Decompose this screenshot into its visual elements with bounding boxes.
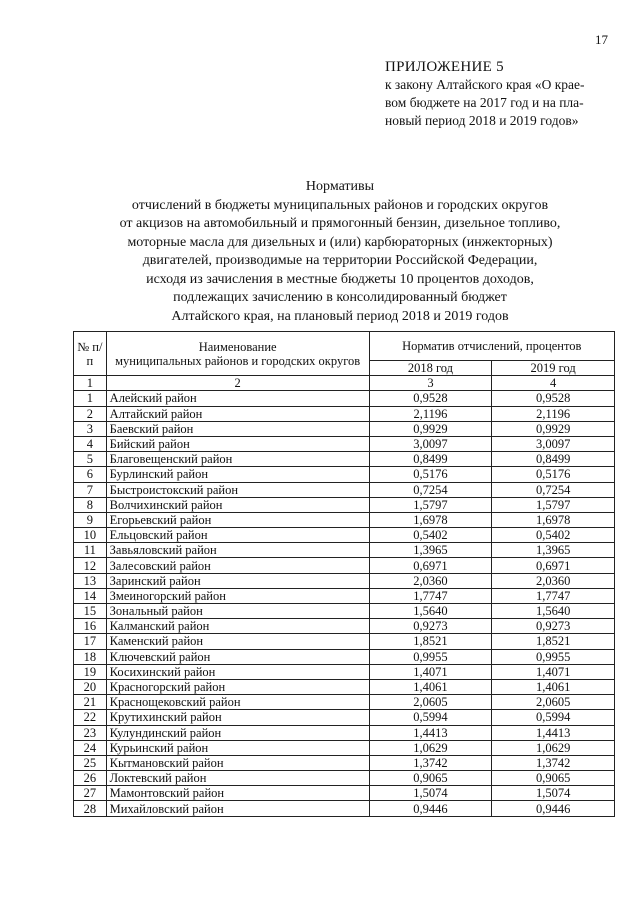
value-2019: 1,3965 (492, 543, 615, 558)
row-number: 13 (74, 573, 107, 588)
appendix-title: ПРИЛОЖЕНИЕ 5 (385, 59, 504, 75)
row-number: 25 (74, 755, 107, 770)
row-number: 5 (74, 452, 107, 467)
heading-line: исходя из зачисления в местные бюджеты 10 процентов доходов, (146, 271, 534, 287)
row-number: 3 (74, 421, 107, 436)
district-name: Зональный район (106, 604, 369, 619)
header-year-2019: 2019 год (492, 361, 615, 376)
district-name: Мамонтовский район (106, 786, 369, 801)
value-2019: 1,4071 (492, 664, 615, 679)
table-row (74, 573, 615, 588)
district-name: Крутихинский район (106, 710, 369, 725)
row-number: 1 (74, 391, 107, 406)
header-name-line2: муниципальных районов и городских округов (115, 353, 361, 368)
heading-line: Алтайского края, на плановый период 2018 и 2019 годов (171, 308, 509, 324)
value-2018: 1,3742 (369, 755, 492, 770)
value-2019: 0,6971 (492, 558, 615, 573)
district-name: Бийский район (106, 436, 369, 451)
value-2018: 0,9929 (369, 421, 492, 436)
district-name: Кытмановский район (106, 755, 369, 770)
table-row (74, 634, 615, 649)
value-2019: 3,0097 (492, 436, 615, 451)
table-row (74, 406, 615, 421)
district-name: Кулундинский район (106, 725, 369, 740)
table-row (74, 786, 615, 801)
value-2019: 0,5176 (492, 467, 615, 482)
value-2018: 1,4413 (369, 725, 492, 740)
row-number: 10 (74, 528, 107, 543)
value-2018: 0,5994 (369, 710, 492, 725)
table-row (74, 679, 615, 694)
value-2018: 1,7747 (369, 588, 492, 603)
value-2019: 1,5640 (492, 604, 615, 619)
table-row (74, 482, 615, 497)
header-year-2018: 2018 год (369, 361, 492, 376)
value-2018: 1,6978 (369, 512, 492, 527)
value-2019: 0,9955 (492, 649, 615, 664)
heading-line: подлежащих зачислению в консолидированный бюджет (173, 290, 507, 305)
row-number: 17 (74, 634, 107, 649)
value-2018: 0,7254 (369, 482, 492, 497)
table-row (74, 543, 615, 558)
district-name: Красногорский район (106, 679, 369, 694)
district-name: Косихинский район (106, 664, 369, 679)
table-row (74, 421, 615, 436)
value-2018: 1,5074 (369, 786, 492, 801)
row-number: 11 (74, 543, 107, 558)
value-2018: 2,0360 (369, 573, 492, 588)
table-row (74, 436, 615, 451)
district-name: Алтайский район (106, 406, 369, 421)
value-2019: 2,0360 (492, 573, 615, 588)
district-name: Заринский район (106, 573, 369, 588)
header-num: № п/п (74, 332, 107, 376)
row-number: 20 (74, 679, 107, 694)
header-norm-group: Норматив отчислений, процентов (369, 332, 614, 361)
heading-title: Нормативы (305, 179, 375, 194)
value-2018: 0,5402 (369, 528, 492, 543)
district-name: Волчихинский район (106, 497, 369, 512)
table-row (74, 664, 615, 679)
value-2019: 1,6978 (492, 512, 615, 527)
value-2019: 0,7254 (492, 482, 615, 497)
value-2019: 0,5402 (492, 528, 615, 543)
row-number: 7 (74, 482, 107, 497)
row-number: 23 (74, 725, 107, 740)
value-2019: 0,8499 (492, 452, 615, 467)
row-number: 21 (74, 695, 107, 710)
value-2019: 2,0605 (492, 695, 615, 710)
row-number: 8 (74, 497, 107, 512)
district-name: Благовещенский район (106, 452, 369, 467)
value-2018: 1,4071 (369, 664, 492, 679)
appendix-line: новый период 2018 и 2019 годов» (385, 113, 579, 128)
table-row (74, 528, 615, 543)
value-2018: 1,5640 (369, 604, 492, 619)
colnum-1: 1 (74, 376, 107, 391)
district-name: Баевский район (106, 421, 369, 436)
value-2019: 0,9446 (492, 801, 615, 816)
district-name: Краснощековский район (106, 695, 369, 710)
value-2018: 1,0629 (369, 740, 492, 755)
district-name: Алейский район (106, 391, 369, 406)
district-name: Егорьевский район (106, 512, 369, 527)
norms-table (73, 331, 615, 817)
row-number: 27 (74, 786, 107, 801)
value-2018: 1,5797 (369, 497, 492, 512)
table-row (74, 391, 615, 406)
value-2018: 0,6971 (369, 558, 492, 573)
header-name-line1: Наименование (198, 339, 277, 354)
row-number: 16 (74, 619, 107, 634)
row-number: 14 (74, 588, 107, 603)
table-row (74, 467, 615, 482)
appendix-line: вом бюджете на 2017 год и на пла- (385, 95, 584, 110)
value-2019: 0,9273 (492, 619, 615, 634)
row-number: 4 (74, 436, 107, 451)
value-2019: 1,5074 (492, 786, 615, 801)
district-name: Змеиногорский район (106, 588, 369, 603)
table-row (74, 588, 615, 603)
district-name: Каменский район (106, 634, 369, 649)
appendix-block (385, 58, 585, 130)
colnum-2: 2 (106, 376, 369, 391)
table-row (74, 740, 615, 755)
table-row (74, 710, 615, 725)
row-number: 6 (74, 467, 107, 482)
district-name: Локтевский район (106, 771, 369, 786)
colnum-3: 3 (369, 376, 492, 391)
value-2019: 1,8521 (492, 634, 615, 649)
value-2019: 0,5994 (492, 710, 615, 725)
row-number: 28 (74, 801, 107, 816)
page-number: 17 (595, 32, 608, 47)
value-2019: 1,4061 (492, 679, 615, 694)
value-2018: 1,3965 (369, 543, 492, 558)
table-body (74, 391, 615, 816)
value-2018: 0,9955 (369, 649, 492, 664)
heading-line: от акцизов на автомобильный и прямогонный бензин, дизельное топливо, (119, 216, 561, 231)
value-2019: 0,9929 (492, 421, 615, 436)
value-2018: 1,8521 (369, 634, 492, 649)
district-name: Ельцовский район (106, 528, 369, 543)
row-number: 9 (74, 512, 107, 527)
header-name (106, 332, 369, 376)
district-name: Бурлинский район (106, 467, 369, 482)
table-row (74, 725, 615, 740)
table-row (74, 771, 615, 786)
table-row (74, 755, 615, 770)
row-number: 24 (74, 740, 107, 755)
value-2019: 1,5797 (492, 497, 615, 512)
value-2019: 2,1196 (492, 406, 615, 421)
value-2018: 3,0097 (369, 436, 492, 451)
value-2018: 0,5176 (369, 467, 492, 482)
row-number: 2 (74, 406, 107, 421)
row-number: 26 (74, 771, 107, 786)
colnum-4: 4 (492, 376, 615, 391)
row-number: 18 (74, 649, 107, 664)
value-2019: 0,9528 (492, 391, 615, 406)
value-2018: 2,1196 (369, 406, 492, 421)
table-row (74, 649, 615, 664)
table-row (74, 619, 615, 634)
district-name: Завьяловский район (106, 543, 369, 558)
district-name: Быстроистокский район (106, 482, 369, 497)
row-number: 22 (74, 710, 107, 725)
value-2018: 0,9273 (369, 619, 492, 634)
value-2019: 1,3742 (492, 755, 615, 770)
value-2019: 1,7747 (492, 588, 615, 603)
table-row (74, 801, 615, 816)
district-name: Залесовский район (106, 558, 369, 573)
value-2019: 0,9065 (492, 771, 615, 786)
district-name: Калманский район (106, 619, 369, 634)
table-row (74, 695, 615, 710)
table-row (74, 604, 615, 619)
row-number: 15 (74, 604, 107, 619)
district-name: Курьинский район (106, 740, 369, 755)
value-2019: 1,4413 (492, 725, 615, 740)
table-row (74, 512, 615, 527)
value-2018: 1,4061 (369, 679, 492, 694)
document-heading (60, 178, 620, 326)
value-2018: 0,9065 (369, 771, 492, 786)
value-2018: 0,8499 (369, 452, 492, 467)
table-row (74, 497, 615, 512)
district-name: Михайловский район (106, 801, 369, 816)
heading-line: отчислений в бюджеты муниципальных районов и городских округов (131, 197, 549, 213)
table-row (74, 452, 615, 467)
value-2018: 2,0605 (369, 695, 492, 710)
row-number: 12 (74, 558, 107, 573)
row-number: 19 (74, 664, 107, 679)
value-2018: 0,9446 (369, 801, 492, 816)
heading-line: моторные масла для дизельных и (или) карбюраторных (инжекторных) (127, 234, 553, 250)
value-2018: 0,9528 (369, 391, 492, 406)
heading-line: двигателей, производимые на территории Российской Федерации, (142, 253, 538, 268)
district-name: Ключевский район (106, 649, 369, 664)
value-2019: 1,0629 (492, 740, 615, 755)
table-row (74, 558, 615, 573)
appendix-line: к закону Алтайского края «О крае- (385, 77, 585, 92)
